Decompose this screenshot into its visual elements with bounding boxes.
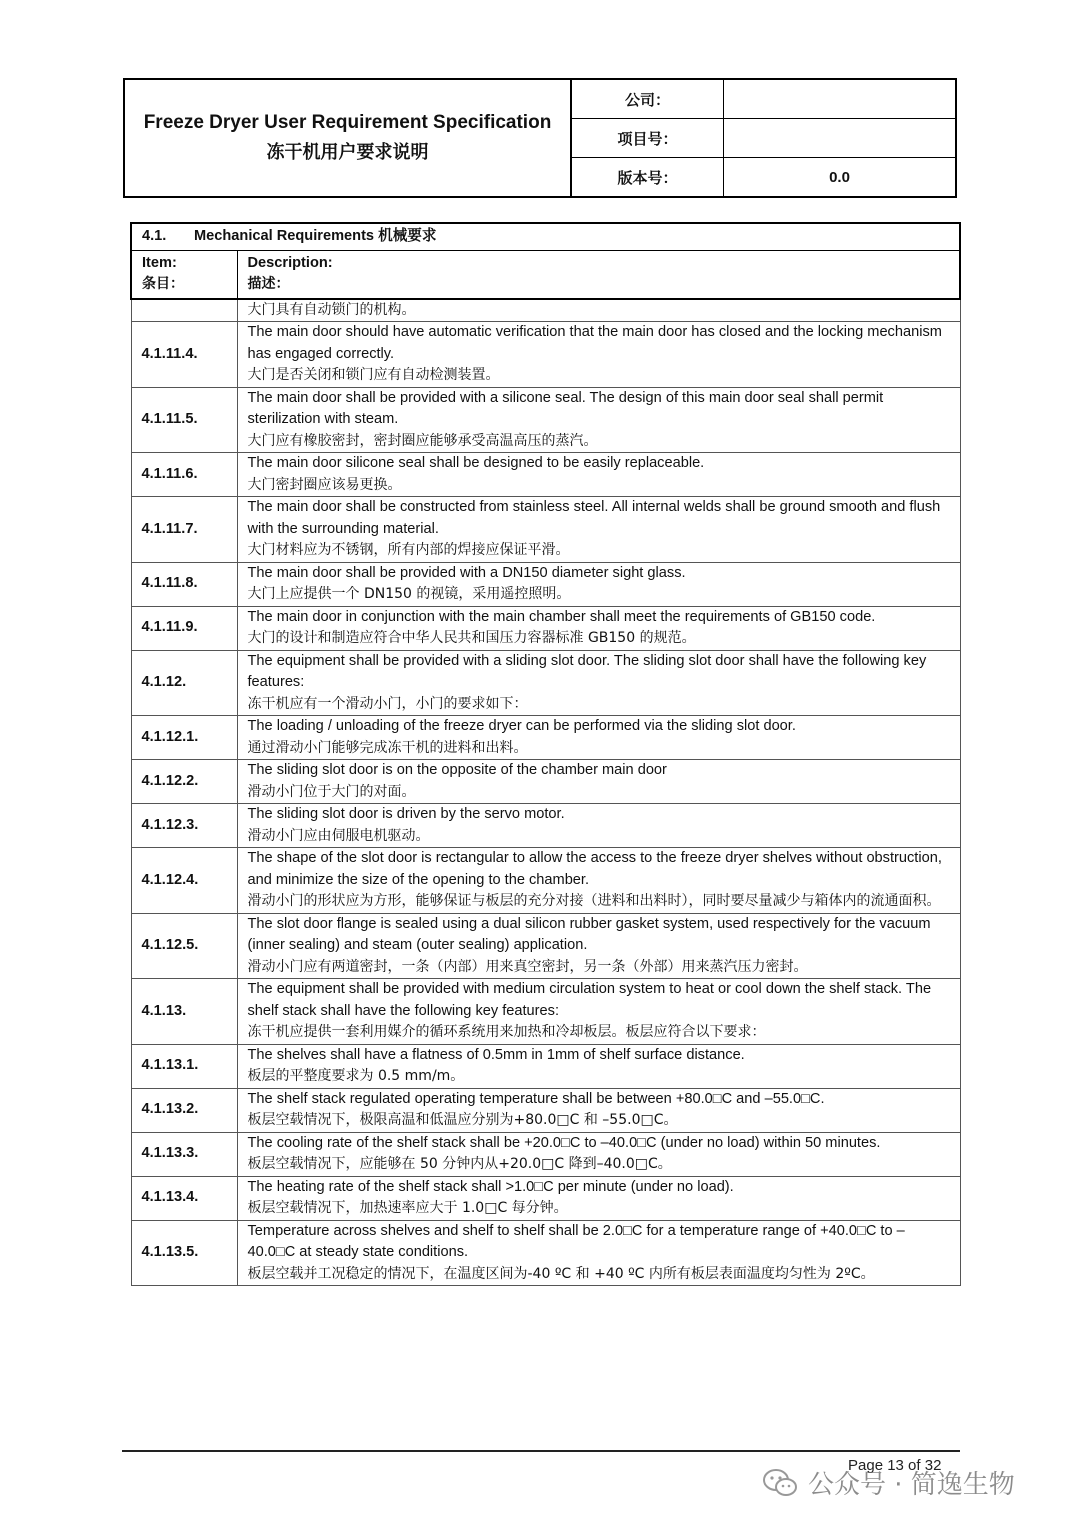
- section-title: Mechanical Requirements 机械要求: [194, 228, 437, 244]
- table-row: [131, 497, 960, 563]
- item-number: 4.1.11.7.: [131, 497, 237, 563]
- table-row: [131, 1176, 960, 1220]
- column-header-description: [237, 250, 960, 299]
- header-field-version: [572, 158, 955, 196]
- description-zh: 通过滑动小门能够完成冻干机的进料和出料。: [247, 739, 528, 756]
- document-title-zh: 冻干机用户要求说明: [266, 142, 429, 163]
- table-row: [131, 322, 960, 388]
- section-heading: [131, 223, 960, 250]
- description-en: The sliding slot door is on the opposite of the chamber main door: [247, 762, 667, 778]
- field-label: 公司：: [572, 80, 724, 118]
- field-label: 版本号：: [572, 158, 724, 196]
- description-en: The main door shall be constructed from stainless steel. All internal welds shall be ground smooth and flush with the surrounding material.: [247, 499, 941, 537]
- item-number: 4.1.11.8.: [131, 562, 237, 606]
- description-zh: 滑动小门的形状应为方形，能够保证与板层的充分对接（进料和出料时），同时要尽量减少与箱体内的流通面积。: [247, 893, 941, 909]
- item-description: [237, 913, 960, 979]
- column-header-item: [131, 250, 237, 299]
- header-fields: [572, 80, 955, 196]
- table-row: [131, 913, 960, 979]
- item-number: 4.1.13.2.: [131, 1088, 237, 1132]
- item-description: [237, 716, 960, 760]
- description-en: The main door in conjunction with the main chamber shall meet the requirements of GB150 code.: [247, 608, 876, 625]
- description-en: The loading / unloading of the freeze dryer can be performed via the sliding slot door.: [247, 718, 796, 734]
- section-header-row: [131, 223, 960, 250]
- table-row: [131, 1132, 960, 1176]
- table-row: [131, 650, 960, 716]
- description-en: The heating rate of the shelf stack shall >1.0□C per minute (under no load).: [247, 1178, 734, 1195]
- item-description: [237, 322, 960, 388]
- header-title-cell: [125, 80, 572, 196]
- item-description: [237, 1132, 960, 1176]
- item-description: [237, 299, 960, 322]
- description-en: The shelf stack regulated operating temperature shall be between +80.0□C and –55.0□C.: [247, 1090, 825, 1107]
- table-row: [131, 387, 960, 453]
- page-number: Page 13 of 32: [848, 1457, 942, 1474]
- item-number: 4.1.13.1.: [131, 1044, 237, 1088]
- footer-rule: [122, 1450, 960, 1452]
- column-item-en: Item:: [142, 254, 177, 271]
- item-description: [237, 497, 960, 563]
- description-en: The sliding slot door is driven by the servo motor.: [247, 806, 565, 822]
- description-en: The equipment shall be provided with a sliding slot door. The sliding slot door shall have the following key features:: [247, 652, 927, 690]
- field-value: 0.0: [829, 168, 850, 186]
- column-desc-en: Description:: [247, 254, 333, 271]
- item-number: 4.1.13.4.: [131, 1176, 237, 1220]
- description-en: The main door silicone seal shall be designed to be easily replaceable.: [247, 455, 705, 471]
- item-number: 4.1.13.3.: [131, 1132, 237, 1176]
- item-description: [237, 1176, 960, 1220]
- column-desc-zh: 描述：: [247, 276, 290, 292]
- item-number: [131, 299, 237, 322]
- item-description: [237, 562, 960, 606]
- description-zh: 冻干机应有一个滑动小门，小门的要求如下：: [247, 695, 528, 712]
- table-row: [131, 299, 960, 322]
- description-en: The main door should have automatic verification that the main door has closed and the locking mechanism has engaged correctly.: [247, 324, 942, 362]
- item-number: 4.1.11.9.: [131, 606, 237, 650]
- description-en: The main door shall be provided with a silicone seal. The design of this main door seal shall permit sterilization with steam.: [247, 389, 884, 427]
- description-en: The main door shall be provided with a DN150 diameter sight glass.: [247, 564, 686, 581]
- item-number: 4.1.12.4.: [131, 848, 237, 914]
- description-zh: 板层空载情况下，加热速率应大于 1.0□C 每分钟。: [247, 1200, 568, 1216]
- requirements-table: [130, 222, 961, 1286]
- watermark-text: 公众号 · 简逸生物: [808, 1470, 1015, 1500]
- description-zh: 大门具有自动锁门的机构。: [247, 301, 416, 318]
- header-field-project: [572, 119, 955, 158]
- item-number: 4.1.13.: [131, 979, 237, 1045]
- item-description: [237, 1044, 960, 1088]
- wechat-icon: [762, 1468, 798, 1498]
- description-en: Temperature across shelves and shelf to shelf shall be 2.0□C for a temperature range of +40.0□C to –40.0□C at steady state conditions.: [247, 1222, 905, 1260]
- field-value: [724, 80, 955, 118]
- table-row: [131, 453, 960, 497]
- description-en: The cooling rate of the shelf stack shall be +20.0□C to –40.0□C (under no load) within 50 minutes.: [247, 1134, 881, 1151]
- table-row: [131, 716, 960, 760]
- item-number: 4.1.12.: [131, 650, 237, 716]
- item-number: 4.1.12.5.: [131, 913, 237, 979]
- item-number: 4.1.12.1.: [131, 716, 237, 760]
- document-header: [123, 78, 957, 198]
- item-number: 4.1.11.4.: [131, 322, 237, 388]
- description-zh: 大门是否关闭和锁门应有自动检测装置。: [247, 367, 500, 383]
- column-item-zh: 条目：: [142, 276, 184, 292]
- table-row: [131, 562, 960, 606]
- item-description: [237, 848, 960, 914]
- item-description: [237, 760, 960, 804]
- item-description: [237, 1220, 960, 1286]
- item-description: [237, 606, 960, 650]
- item-number: 4.1.11.5.: [131, 387, 237, 453]
- description-zh: 板层空载情况下，应能够在 50 分钟内从+20.0□C 降到–40.0□C。: [247, 1156, 672, 1172]
- table-row: [131, 848, 960, 914]
- description-zh: 滑动小门位于大门的对面。: [247, 783, 416, 800]
- description-en: The equipment shall be provided with medium circulation system to heat or cool down the shelf stack. The shelf stack shall have the following key features:: [247, 981, 932, 1019]
- description-en: The shelves shall have a flatness of 0.5mm in 1mm of shelf surface distance.: [247, 1046, 745, 1063]
- section-number: 4.1.: [142, 228, 167, 244]
- field-value: [724, 119, 955, 157]
- description-zh: 滑动小门应由伺服电机驱动。: [247, 827, 430, 844]
- description-zh: 板层的平整度要求为 0.5 mm/m。: [247, 1068, 465, 1084]
- item-number: 4.1.11.6.: [131, 453, 237, 497]
- document-title-en: Freeze Dryer User Requirement Specification: [143, 112, 552, 133]
- table-row: [131, 804, 960, 848]
- item-number: 4.1.12.2.: [131, 760, 237, 804]
- description-zh: 大门应有橡胶密封，密封圈应能够承受高温高压的蒸汽。: [247, 432, 598, 449]
- description-zh: 板层空载情况下，极限高温和低温应分别为+80.0□C 和 –55.0□C。: [247, 1112, 678, 1128]
- table-row: [131, 979, 960, 1045]
- watermark: [762, 1464, 1015, 1501]
- column-header-row: [131, 250, 960, 299]
- item-number: 4.1.12.3.: [131, 804, 237, 848]
- description-en: The shape of the slot door is rectangular to allow the access to the freeze dryer shelves without obstruction, and minimize the size of the opening to the chamber.: [247, 850, 942, 888]
- description-zh: 板层空载并工况稳定的情况下，在温度区间为-40 ºC 和 +40 ºC 内所有板层表面温度均匀性为 2ºC。: [247, 1265, 875, 1282]
- description-zh: 大门上应提供一个 DN150 的视镜，采用遥控照明。: [247, 586, 571, 602]
- description-zh: 冻干机应提供一套利用媒介的循环系统用来加热和冷却板层。板层应符合以下要求：: [247, 1024, 766, 1040]
- description-en: The slot door flange is sealed using a dual silicon rubber gasket system, used respectively for the vacuum (inner sealing) and steam (outer sealing) application.: [247, 915, 931, 953]
- table-row: [131, 1088, 960, 1132]
- description-zh: 滑动小门应有两道密封，一条（内部）用来真空密封，另一条（外部）用来蒸汽压力密封。: [247, 958, 808, 975]
- table-row: [131, 760, 960, 804]
- item-description: [237, 804, 960, 848]
- table-row: [131, 606, 960, 650]
- item-description: [237, 453, 960, 497]
- description-zh: 大门材料应为不锈钢，所有内部的焊接应保证平滑。: [247, 542, 570, 558]
- header-field-company: [572, 80, 955, 119]
- item-description: [237, 1088, 960, 1132]
- table-row: [131, 1044, 960, 1088]
- item-description: [237, 650, 960, 716]
- description-zh: 大门的设计和制造应符合中华人民共和国压力容器标准 GB150 的规范。: [247, 630, 696, 646]
- description-zh: 大门密封圈应该易更换。: [247, 476, 402, 493]
- field-label: 项目号：: [572, 119, 724, 157]
- item-number: 4.1.13.5.: [131, 1220, 237, 1286]
- item-description: [237, 387, 960, 453]
- table-row: [131, 1220, 960, 1286]
- item-description: [237, 979, 960, 1045]
